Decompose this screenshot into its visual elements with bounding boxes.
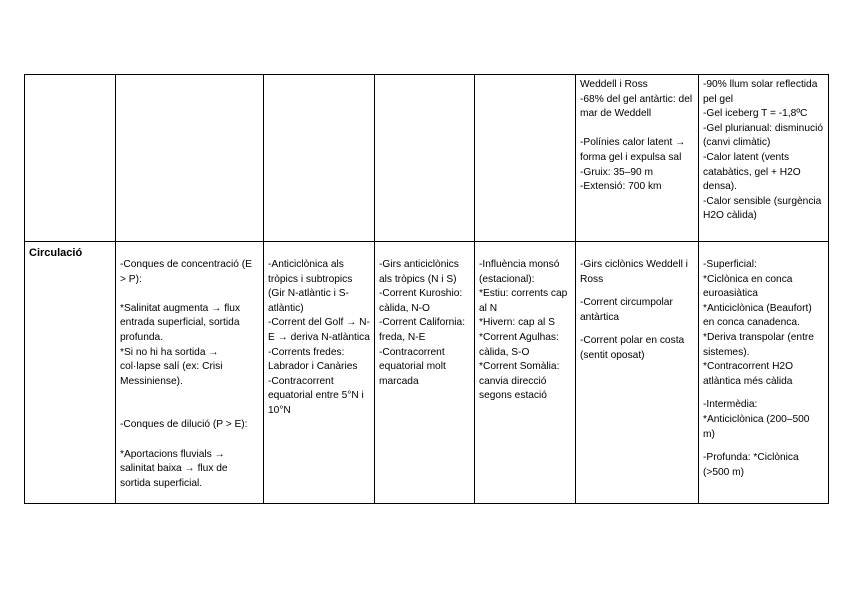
table-cell: [475, 75, 576, 242]
cell-paragraph: -Conques de concentració (E > P):: [120, 259, 252, 285]
cell-paragraph: -Girs ciclònics Weddell i Ross: [580, 259, 688, 285]
table-cell: [475, 242, 576, 504]
cell-paragraph: -Anticiclònica als tròpics i subtropics (Gir N-atlàntic i S-atlàntic) -Corrent del Golf → N-E → deriva N-atlàntica -Corrents fredes: Labrador i Canàries -Contracorrent equatorial entre 5°N i 10°N: [268, 259, 370, 416]
table-cell: [116, 75, 264, 242]
cell-paragraph: -Corrent polar en costa (sentit oposat): [580, 335, 685, 361]
row-label: Circulació: [29, 247, 83, 259]
table-cell: [576, 75, 699, 242]
table-cell: [116, 242, 264, 504]
cell-paragraph: *Salinitat augmenta → flux entrada superficial, sortida profunda. *Si no hi ha sortida → col·lapse salí (ex: Crisi Messiniense).: [120, 302, 241, 387]
cell-paragraph: -Polínies calor latent → forma gel i expulsa sal -Gruix: 35–90 m -Extensió: 700 km: [580, 137, 686, 193]
table-cell: [264, 75, 375, 242]
table-row: [25, 242, 829, 504]
cell-paragraph: -Superficial: *Ciclònica en conca euroasiàtica *Anticiclònica (Beaufort) en conca canadenca. *Deriva transpolar (entre sistemes). *Contracorrent H2O atlàntica més càlida: [703, 259, 814, 387]
table-cell: [375, 242, 475, 504]
cell-paragraph: -90% llum solar reflectida pel gel -Gel iceberg T = -1,8ºC -Gel plurianual: disminució (canvi climàtic) -Calor latent (vents catabàtics, gel + H2O densa). -Calor sensible (surgència H2O càlida): [703, 79, 824, 222]
table-cell: [264, 242, 375, 504]
cell-paragraph: -Girs anticiclònics als tròpics (N i S) -Corrent Kuroshio: càlida, N-O -Corrent California: freda, N-E -Contracorrent equatorial molt marcada: [379, 259, 466, 387]
cell-paragraph: *Aportacions fluvials → salinitat baixa → flux de sortida superficial.: [120, 448, 228, 489]
table-cell: [576, 242, 699, 504]
cell-paragraph: -Intermèdia: *Anticiclònica (200–500 m): [703, 399, 810, 440]
row-label-cell: [25, 242, 116, 504]
cell-paragraph: -Conques de dilució (P > E):: [120, 419, 248, 431]
row-label-cell: [25, 75, 116, 242]
table-cell: [699, 75, 829, 242]
cell-paragraph: -Influència monsó (estacional): *Estiu: corrents cap al N *Hivern: cap al S *Corrent Agulhas: càlida, S-O *Corrent Somàlia: canvia direcció segons estació: [479, 259, 568, 402]
table-cell: [375, 75, 475, 242]
cell-paragraph: -Corrent circumpolar antàrtica: [580, 297, 673, 323]
cell-paragraph: Weddell i Ross -68% del gel antàrtic: del mar de Weddell: [580, 79, 693, 120]
table-row: [25, 75, 829, 242]
cell-paragraph: -Profunda: *Ciclònica (>500 m): [703, 452, 799, 478]
row-label: [25, 75, 115, 79]
table-cell: [699, 242, 829, 504]
data-table: [24, 74, 829, 504]
